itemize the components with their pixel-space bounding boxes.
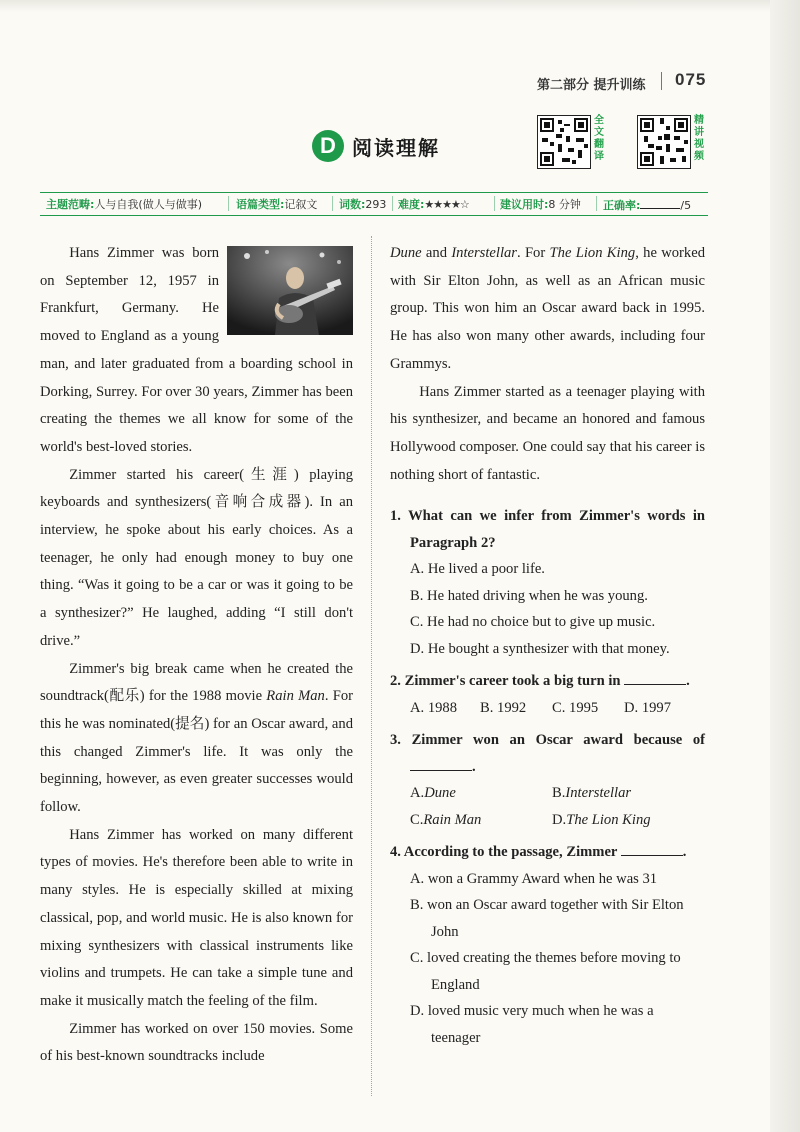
info-bar — [40, 192, 708, 216]
option-c[interactable]: C. loved creating the themes before moving to England — [410, 950, 681, 993]
option-b[interactable]: B.Interstellar — [552, 785, 632, 802]
movie-title-rain-man: Rain Man — [266, 688, 325, 705]
option-c[interactable]: C. He had no choice but to give up music. — [410, 614, 656, 631]
question-4 — [390, 839, 705, 1051]
qr-video-label: 精讲视频 — [694, 115, 704, 162]
genre-cell: 语篇类型:记叙文 — [236, 198, 318, 211]
section-label: 第二部分 提升训练 — [537, 78, 646, 93]
qr-code-video-icon[interactable] — [637, 115, 691, 169]
passage-left-column — [40, 240, 353, 1071]
question-stem: 2. Zimmer's career took a big turn in . — [390, 668, 705, 695]
option-d[interactable]: D.The Lion King — [552, 811, 651, 828]
option-c[interactable]: C.Rain Man — [410, 811, 482, 828]
option-d[interactable]: D. 1997 — [624, 699, 672, 716]
option-a[interactable]: A. He lived a poor life. — [410, 561, 545, 578]
question-3 — [390, 727, 705, 833]
paragraph-4: Hans Zimmer has worked on many different types of movies. He's therefore been able to write in many styles. He is especially skilled at mixing classical, pop, and world music. He is also known for mixing synthesizers with classical instruments like violins and trumpets. He can take a simple tune and make it musically match the feeling of the film. — [40, 826, 353, 1009]
question-stem: 4. According to the passage, Zimmer . — [390, 839, 705, 866]
difficulty-stars-icon: ★★★★☆ — [424, 198, 469, 211]
qr-translation-label: 全文翻译 — [594, 115, 604, 162]
option-b[interactable]: B. won an Oscar award together with Sir Elton John — [410, 897, 684, 940]
accuracy-cell: 正确率: /5 — [603, 196, 691, 213]
theme-cell: 主题范畴:人与自我(做人与做事) — [46, 198, 202, 211]
page-title: 阅读理解 — [352, 136, 440, 160]
running-head — [537, 72, 717, 92]
paragraph-5-start: Zimmer has worked on over 150 movies. Some of his best-known soundtracks include — [40, 1020, 353, 1065]
question-stem: 3. Zimmer won an Oscar award because of . — [390, 732, 705, 775]
time-cell: 建议用时:8 分钟 — [500, 198, 581, 211]
section-title — [312, 130, 452, 164]
option-a[interactable]: A. won a Grammy Award when he was 31 — [410, 870, 658, 887]
header-divider — [661, 72, 662, 90]
page-top-edge — [0, 0, 800, 12]
paragraph-2: Zimmer started his career(生涯) playing keyboards and synthesizers(音响合成器). In an interview, he spoke about his early choices. As a teenager, he only had enough money to buy one thing. “Was it going to be a car or was it going to be a synthesizer?” He laughed, adding “I still don't drive.” — [40, 466, 353, 649]
question-stem: 1. What can we infer from Zimmer's words in Paragraph 2? — [390, 508, 705, 551]
accuracy-blank[interactable] — [640, 196, 680, 209]
section-letter-badge: D — [312, 130, 344, 162]
answer-blank[interactable] — [621, 841, 683, 856]
paragraph-1: Hans Zimmer was born on September 12, 1957 in Frankfurt, Germany. He moved to England as a young man, and later graduated from a boarding school in Dorking, Surrey. For over 30 years, Zimmer has been creating the themes we all know for some of the world's best-loved stories. — [40, 245, 353, 455]
column-divider — [371, 236, 372, 1096]
question-1 — [390, 503, 705, 662]
answer-blank[interactable] — [410, 756, 472, 771]
options-row-2 — [390, 807, 705, 834]
options-row-1 — [390, 780, 705, 807]
paragraph-5-continued: Dune and Interstellar. For The Lion King, he worked with Sir Elton John, as well as an African music group. This won him an Oscar award back in 1995. He has also won many other awards, including four Grammys. — [390, 245, 705, 372]
option-b[interactable]: B. He hated driving when he was young. — [410, 587, 648, 604]
photo-hans-zimmer — [227, 246, 353, 335]
page-number: 075 — [675, 70, 707, 89]
options-row — [390, 695, 705, 722]
option-b[interactable]: B. 1992 — [480, 699, 527, 716]
option-c[interactable]: C. 1995 — [552, 699, 599, 716]
option-d[interactable]: D. He bought a synthesizer with that money. — [410, 640, 670, 657]
passage-right-column — [390, 240, 705, 1051]
qr-code-translation-icon[interactable] — [537, 115, 591, 169]
option-d[interactable]: D. loved music very much when he was a teenager — [410, 1003, 654, 1046]
paragraph-6: Hans Zimmer started as a teenager playing with his synthesizer, and became an honored and famous Hollywood composer. One could say that his career is nothing short of fantastic. — [390, 383, 705, 483]
option-a[interactable]: A. 1988 — [410, 699, 458, 716]
answer-blank[interactable] — [624, 670, 686, 685]
word-count-cell: 词数:293 — [339, 198, 387, 211]
question-2 — [390, 668, 705, 721]
option-a[interactable]: A.Dune — [410, 785, 456, 802]
page-edge — [770, 0, 800, 1132]
paragraph-3: Zimmer's big break came when he created the soundtrack(配乐) for the 1988 movie Rain Man. For this he was nominated(提名) for an Oscar award, and this changed Zimmer's life. It was only the beginning, however, as even greater successes would follow. — [40, 660, 353, 816]
difficulty-cell: 难度:★★★★☆ — [398, 198, 469, 211]
